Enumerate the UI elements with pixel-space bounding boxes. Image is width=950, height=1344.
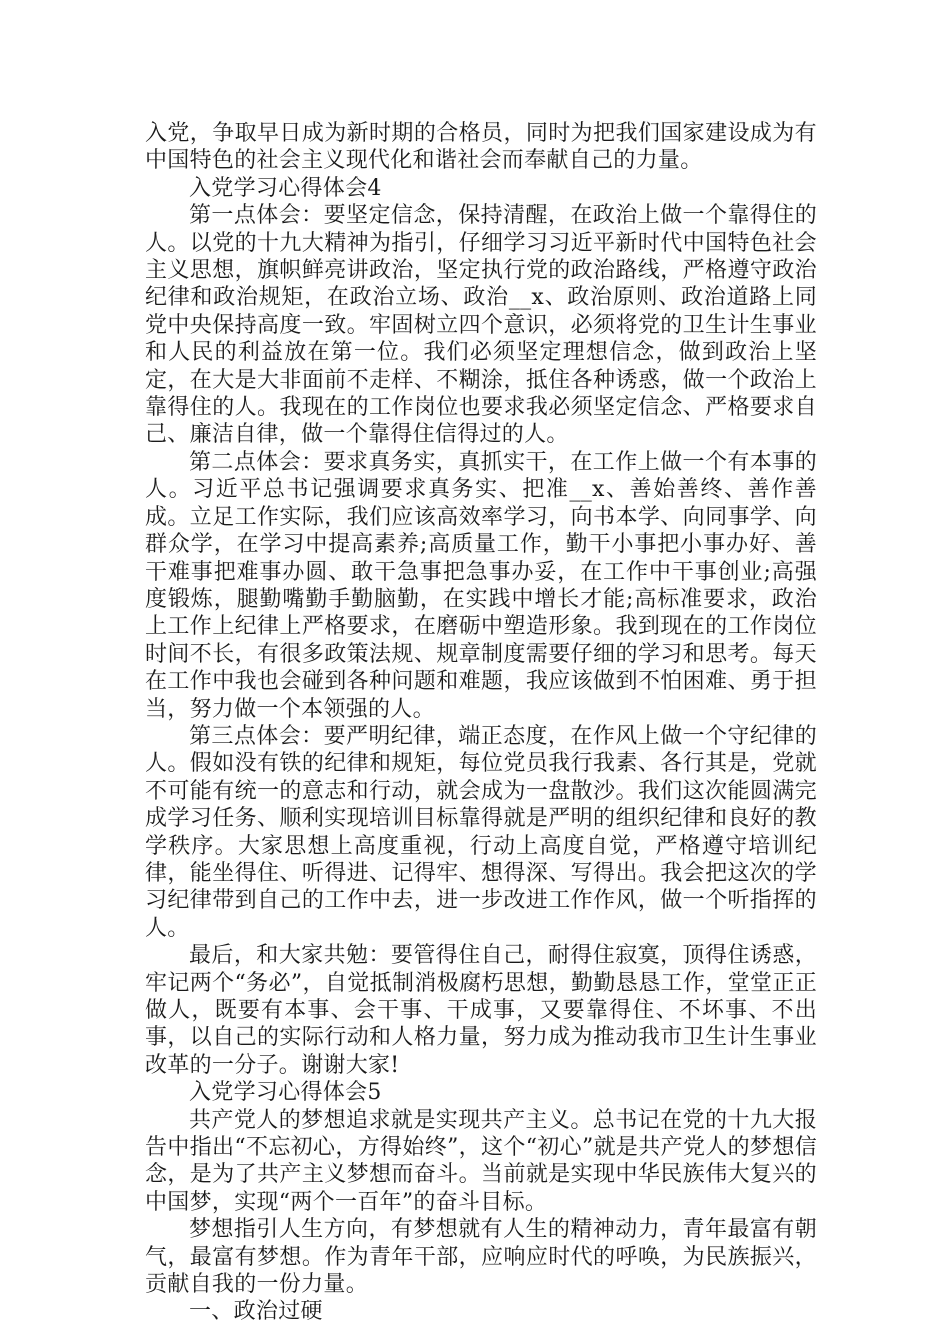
- paragraph-closing: 最后，和大家共勉：要管得住自己，耐得住寂寞，顶得住诱惑，牢记两个“务必”，自觉抵制消极腐朽思想，勤勤恳恳工作，堂堂正正做人，既要有本事、会干事、干成事，又要靠得住、不坏事、不出事，以自己的实际行动和人格力量，努力成为推动我市卫生计生事业改革的一分子。谢谢大家!: [145, 943, 817, 1078]
- section-heading-5: 入党学习心得体会5: [189, 1080, 382, 1106]
- paragraph-dream-pursuit: 共产党人的梦想追求就是实现共产主义。总书记在党的十九大报告中指出“不忘初心，方得始终”，这个“初心”就是共产党人的梦想信念，是为了共产主义梦想而奋斗。当前就是实现中华民族伟大复兴的中国梦，实现“两个一百年”的奋斗目标。: [145, 1107, 817, 1215]
- section-heading-4: 入党学习心得体会4: [189, 175, 382, 201]
- paragraph-dream-guidance: 梦想指引人生方向，有梦想就有人生的精神动力，青年最富有朝气，最富有梦想。作为青年干部，应响应时代的呼唤，为民族振兴，贡献自我的一份力量。: [145, 1217, 817, 1298]
- paragraph-intro-continuation: 入党，争取早日成为新时期的合格员，同时为把我们国家建设成为有中国特色的社会主义现代化和谐社会而奉献自己的力量。: [145, 121, 817, 174]
- paragraph-point-two: 第二点体会：要求真务实，真抓实干，在工作上做一个有本事的人。习近平总书记强调要求真务实、把准__x、善始善终、善作善成。立足工作实际，我们应该高效率学习，向书本学、向同事学、向群众学，在学习中提高素养;高质量工作，勤干小事把小事办好、善干难事把难事办圆、敢干急事把急事办妥，在工作中干事创业;高强度锻炼，腿勤嘴勤手勤脑勤，在实践中增长才能;高标准要求，政治上工作上纪律上严格要求，在磨砺中塑造形象。我到现在的工作岗位时间不长，有很多政策法规、规章制度需要仔细的学习和思考。每天在工作中我也会碰到各种问题和难题，我应该做到不怕困难、勇于担当，努力做一个本领强的人。: [145, 449, 817, 722]
- subheading-political: 一、政治过硬: [189, 1299, 323, 1325]
- paragraph-point-three: 第三点体会：要严明纪律，端正态度，在作风上做一个守纪律的人。假如没有铁的纪律和规矩，每位党员我行我素、各行其是，党就不可能有统一的意志和行动，就会成为一盘散沙。我们这次能圆满完成学习任务、顺利实现培训目标靠得就是严明的组织纪律和良好的教学秩序。大家思想上高度重视，行动上高度自觉，严格遵守培训纪律，能坐得住、听得进、记得牢、想得深、写得出。我会把这次的学习纪律带到自己的工作中去，进一步改进工作作风，做一个听指挥的人。: [145, 723, 817, 941]
- paragraph-point-one: 第一点体会：要坚定信念，保持清醒，在政治上做一个靠得住的人。以党的十九大精神为指引，仔细学习习近平新时代中国特色社会主义思想，旗帜鲜亮讲政治，坚定执行党的政治路线，严格遵守政治纪律和政治规矩，在政治立场、政治__x、政治原则、政治道路上同党中央保持高度一致。牢固树立四个意识，必须将党的卫生计生事业和人民的利益放在第一位。我们必须坚定理想信念，做到政治上坚定，在大是大非面前不走样、不糊涂，抵住各种诱惑，做一个政治上靠得住的人。我现在的工作岗位也要求我必须坚定信念、严格要求自己、廉洁自律，做一个靠得住信得过的人。: [145, 203, 817, 448]
- document-page: [145, 120, 817, 1326]
